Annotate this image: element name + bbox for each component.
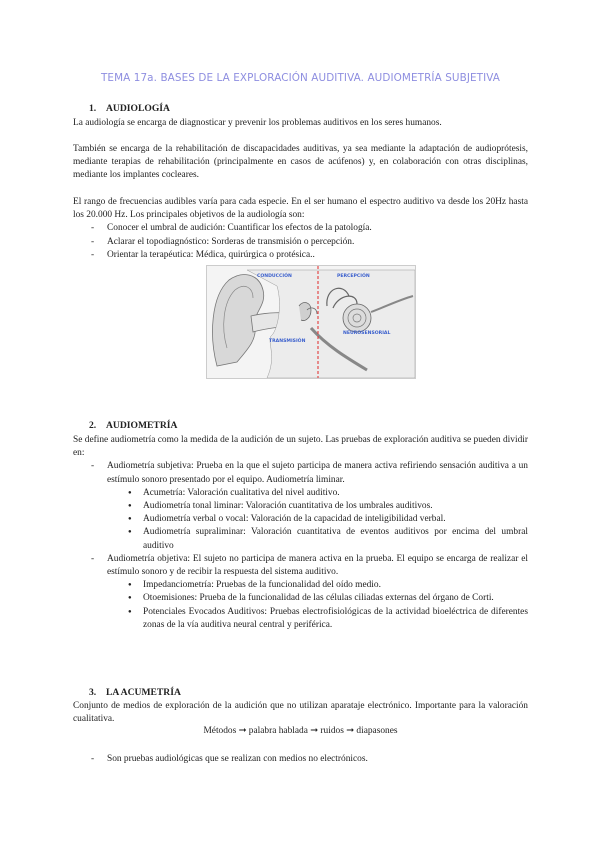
section-1-title: AUDIOLOGÍA [106,103,170,114]
section-3-heading [89,687,181,698]
list-item: ● Audiometría tonal liminar: Valoración cuantitativa de los umbrales auditivos. [73,500,528,513]
list-item: ● Potenciales Evocados Auditivos: Pruebas electrofisiológicas de la actividad bioeléctrica de diferentes zonas de la vía auditiva neural central y periférica. [73,606,528,632]
section-3-list [73,753,528,766]
section-2-title: AUDIOMETRÍA [106,420,178,431]
section-1-number: 1. [89,103,97,114]
section-2-body [73,434,528,632]
list-item: ● Audiometría supraliminar: Valoración cuantitativa de eventos auditivos por encima del umbral auditivo [73,526,528,552]
section-3-paragraph-1 [73,700,528,726]
paragraph-text: Se define audiometría como la medida de la audición de un sujeto. Las pruebas de exploración auditiva se pueden dividir en: [73,435,528,459]
acumetria-list [73,753,528,766]
paragraph-text: El rango de frecuencias audibles varía para cada especie. En el ser humano el espectro auditivo va desde los 20Hz hasta los 20.000 Hz. Los principales objetivos de la audiología son: [73,197,528,221]
section-3-title: LA ACUMETRÍA [106,687,181,698]
label-conduccion: CONDUCCIÓN [257,274,292,279]
list-item: ● Audiometría verbal o vocal: Valoración de la capacidad de inteligibilidad verbal. [73,513,528,526]
audiometry-types-list-2 [73,553,528,579]
subjetiva-sublist [73,487,528,553]
list-item-subjetiva: - Audiometría subjetiva: Prueba en la que el sujeto participa de manera activa refiriendo sensación auditiva a un estímulo sonoro presentado por el equipo. Audiometría liminar. [73,460,528,486]
list-item: - Son pruebas audiológicas que se realizan con medios no electrónicos. [73,753,528,766]
label-neurosensorial: NEUROSENSORIAL [343,331,391,336]
section-2-number: 2. [89,420,97,431]
section-1-paragraph-1 [73,117,528,130]
paragraph-text: También se encarga de la rehabilitación de discapacidades auditivas, ya sea mediante la adaptación de audioprótesis, mediante terapias de rehabilitación (principalmente en casos de acúfenos) y, en colaboración con otras disciplinas, mediante los implantes cocleares. [73,144,528,181]
section-3-number: 3. [89,687,97,698]
section-2-heading [89,420,177,431]
objectives-list [73,222,528,262]
label-transmision: TRANSMISIÓN [269,339,306,344]
document-title: TEMA 17a. BASES DE LA EXPLORACIÓN AUDITIVA. AUDIOMETRÍA SUBJETIVA [100,72,501,84]
list-item-objetiva: - Audiometría objetiva: El sujeto no participa de manera activa en la prueba. El equipo se encarga de realizar el estímulo sonoro y de recibir la respuesta del sistema auditivo. [73,553,528,579]
list-item: ● Impedanciometría: Pruebas de la funcionalidad del oído medio. [73,579,528,592]
audiometry-types-list [73,460,528,486]
list-item: - Aclarar el topodiagnóstico: Sorderas de transmisión o percepción. [73,236,528,249]
ear-illustration [207,266,415,378]
list-item: - Conocer el umbral de audición: Cuantificar los efectos de la patología. [73,222,528,235]
paragraph-text: Conjunto de medios de exploración de la audición que no utilizan aparataje electrónico. Importante para la valoración cualitativa. [73,701,528,725]
section-1-paragraph-3 [73,196,528,262]
section-1-paragraph-2 [73,143,528,183]
list-item: - Orientar la terapéutica: Médica, quirúrgica o protésica.. [73,249,528,262]
methods-line: Métodos ➞ palabra hablada ➞ ruidos ➞ diapasones [203,726,398,736]
list-item: ● Otoemisiones: Prueba de la funcionalidad de las células ciliadas externas del órgano de Corti. [73,592,528,605]
ear-anatomy-figure [206,265,416,379]
objetiva-sublist [73,579,528,632]
list-item: ● Acumetría: Valoración cualitativa del nivel auditivo. [73,487,528,500]
section-1-heading [89,103,170,114]
paragraph-text: La audiología se encarga de diagnosticar y prevenir los problemas auditivos en los seres humanos. [73,118,442,128]
label-percepcion: PERCEPCIÓN [337,274,370,279]
